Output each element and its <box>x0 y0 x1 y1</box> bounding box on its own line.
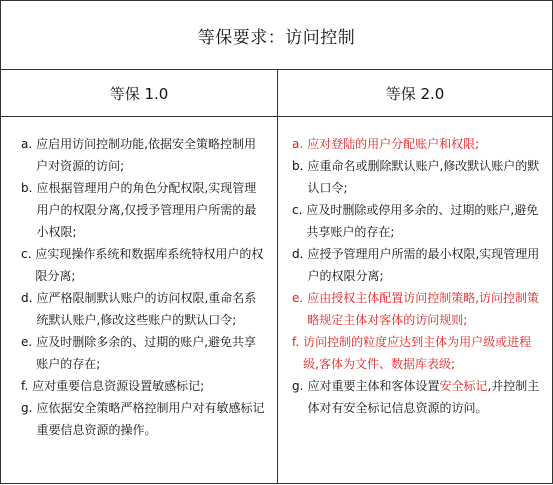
dengbao-1-requirements-list <box>21 133 266 441</box>
table-title: 等保要求：访问控制 <box>1 1 552 70</box>
item-marker: a. <box>21 137 33 151</box>
item-text: 应严格限制默认账户的访问权限,重命名系统默认账户,修改这些账户的默认口令; <box>36 291 257 327</box>
dengbao-2-requirements-list <box>292 133 542 419</box>
item-marker: e. <box>292 291 304 305</box>
item-text-after: ,并控制主体对有安全标记信息资源的访问。 <box>307 379 540 415</box>
item-marker: e. <box>21 335 33 349</box>
list-item <box>292 155 542 199</box>
item-text: 应由授权主体配置访问控制策略,访问控制策略规定主体对客体的访问规则; <box>307 291 540 327</box>
list-item <box>21 397 266 441</box>
item-text: 应重命名或删除默认账户,修改默认账户的默认口令; <box>307 159 540 195</box>
item-text-before: 应对重要主体和客体设置 <box>307 379 440 393</box>
security-label-highlight: 安全标记 <box>439 379 488 393</box>
item-marker: c. <box>292 203 303 217</box>
item-marker: a. <box>292 137 304 151</box>
item-text: 应对重要信息资源设置敏感标记; <box>32 379 205 393</box>
item-marker: f. <box>292 335 300 349</box>
list-item <box>292 243 542 287</box>
item-text: 应根据管理用户的角色分配权限,实现管理用户的权限分离,仅授予管理用户所需的最小权限; <box>36 181 257 239</box>
item-text: 应实现操作系统和数据库系统特权用户的权限分离; <box>35 247 264 283</box>
item-text: 应及时删除多余的、过期的账户,避免共享账户的存在; <box>36 335 257 371</box>
item-marker: b. <box>21 181 33 195</box>
list-item <box>292 331 542 375</box>
item-marker: b. <box>292 159 304 173</box>
item-text <box>307 375 542 419</box>
item-text: 访问控制的粒度应达到主体为用户级或进程级,客体为文件、数据库表级; <box>303 335 532 371</box>
item-marker: f. <box>21 379 29 393</box>
list-item <box>292 375 542 419</box>
list-item <box>21 375 266 397</box>
item-marker: g. <box>292 379 304 393</box>
item-marker: d. <box>21 291 33 305</box>
item-text: 应启用访问控制功能,依据安全策略控制用户对资源的访问; <box>36 137 256 173</box>
item-marker: g. <box>21 401 33 415</box>
column-heading-dengbao-1: 等保 1.0 <box>109 84 169 103</box>
item-text: 应授予管理用户所需的最小权限,实现管理用户的权限分离; <box>307 247 540 283</box>
item-text: 应对登陆的用户分配账户和权限; <box>307 137 480 151</box>
list-item <box>21 331 266 375</box>
list-item <box>21 133 266 177</box>
list-item <box>292 287 542 331</box>
list-item <box>21 243 266 287</box>
list-item <box>21 287 266 331</box>
list-item <box>21 177 266 243</box>
list-item <box>292 133 542 155</box>
item-marker: d. <box>292 247 304 261</box>
column-heading-dengbao-2: 等保 2.0 <box>385 84 445 103</box>
column-divider <box>277 70 278 483</box>
item-marker: c. <box>21 247 32 261</box>
item-text: 应依据安全策略严格控制用户对有敏感标记重要信息资源的操作。 <box>36 401 265 437</box>
item-text: 应及时删除或停用多余的、过期的账户,避免共享账户的存在; <box>306 203 539 239</box>
list-item <box>292 199 542 243</box>
